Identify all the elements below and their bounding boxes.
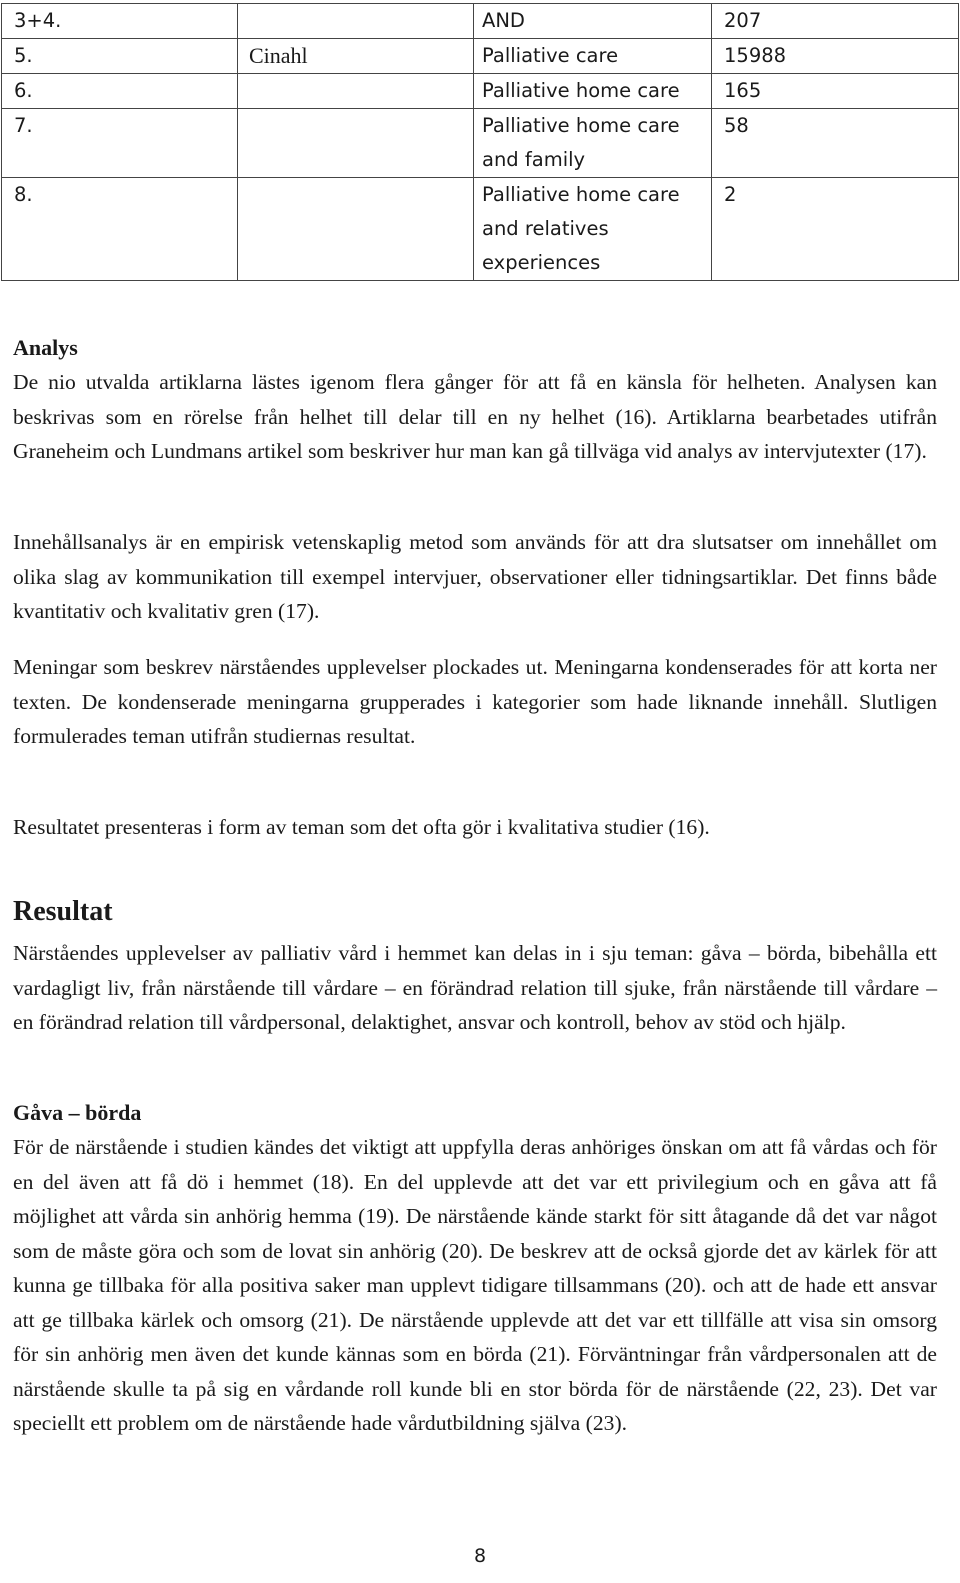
database-name	[238, 74, 474, 109]
analys-paragraph-2: Innehållsanalys är en empirisk vetenskaplig metod som används för att dra slutsatser om innehållet om olika slag av kommunikation till exempel intervjuer, observationer eller tidningsartiklar. Det finns både kvantitativ och kvalitativ gren (17).	[13, 530, 937, 623]
resultat-paragraph-1: Närståendes upplevelser av palliativ vård i hemmet kan delas in i sju teman: gåva – börda, bibehålla ett vardagligt liv, från närstående till vårdare – en förändrad relation till sjuke, från närstående till vårdare – en förändrad relation till vårdpersonal, delaktighet, ansvar och kontroll, behov av stöd och hjälp.	[13, 941, 937, 1034]
database-name	[238, 178, 474, 281]
table-row	[2, 4, 959, 39]
search-number: 7.	[2, 109, 238, 178]
table-row	[2, 74, 959, 109]
search-number: 6.	[2, 74, 238, 109]
search-term: Palliative care	[474, 39, 712, 74]
search-term: Palliative home care and relatives experiences	[482, 183, 680, 274]
section-heading-analys: Analys	[13, 335, 78, 360]
database-name: Cinahl	[238, 39, 474, 74]
table-row	[2, 178, 959, 281]
hit-count: 58	[712, 109, 959, 178]
search-term: Palliative home care	[474, 74, 712, 109]
search-number: 8.	[2, 178, 238, 281]
table-row	[2, 39, 959, 74]
page-number: 8	[473, 1545, 487, 1567]
hit-count: 207	[712, 4, 959, 39]
database-name	[238, 4, 474, 39]
hit-count: 2	[712, 178, 959, 281]
hit-count: 15988	[712, 39, 959, 74]
search-results-table	[1, 3, 959, 281]
search-term: AND	[474, 4, 712, 39]
hit-count: 165	[712, 74, 959, 109]
analys-paragraph-1: De nio utvalda artiklarna lästes igenom flera gånger för att få en känsla för helheten. Analysen kan beskrivas som en rörelse från helhet till delar till en ny helhet (16). Artiklarna bearbetades utifrån Graneheim och Lundmans artikel som beskriver hur man kan gå tillväga vid analys av intervjutexter (17).	[13, 370, 937, 463]
search-number: 3+4.	[2, 4, 238, 39]
section-heading-resultat: Resultat	[13, 896, 113, 927]
gava-borda-paragraph: För de närstående i studien kändes det viktigt att uppfylla deras anhöriges önskan om att få vårdas och för en del även att få dö i hemmet (18). En del upplevde att det var ett privilegium och en gåva att få möjlighet att vårda sin anhörig hemma (19). De närstående kände starkt för sitt åtagande då det var något som de måste göra och som de lovat sin anhörig (20). De beskrev att de också gjorde det av kärlek för att kunna ge tillbaka för alla positiva saker man upplevt tidigare tillsammans (20). och att de hade ett ansvar att ge tillbaka kärlek och omsorg (21). De närstående upplevde att det var ett tillfälle att visa sin omsorg för sin anhörig men även det kunde kännas som en börda (21). Förväntningar från vårdpersonalen att de närstående skulle ta på sig en vårdande roll kunde bli en stor börda för de närstående (22, 23). Det var speciellt ett problem om de närstående hade vårdutbildning själva (23).	[13, 1135, 937, 1435]
search-term: Palliative home care and family	[482, 114, 680, 171]
analys-paragraph-4: Resultatet presenteras i form av teman som det ofta gör i kvalitativa studier (16).	[13, 815, 710, 839]
table-row	[2, 109, 959, 178]
database-name	[238, 109, 474, 178]
subheading-gava-borda: Gåva – börda	[13, 1100, 142, 1125]
analys-paragraph-3: Meningar som beskrev närståendes upplevelser plockades ut. Meningarna kondenserades för att korta ner texten. De kondenserade meningarna grupperades i kategorier som hade liknande innehåll. Slutligen formulerades teman utifrån studiernas resultat.	[13, 655, 937, 748]
search-number: 5.	[2, 39, 238, 74]
